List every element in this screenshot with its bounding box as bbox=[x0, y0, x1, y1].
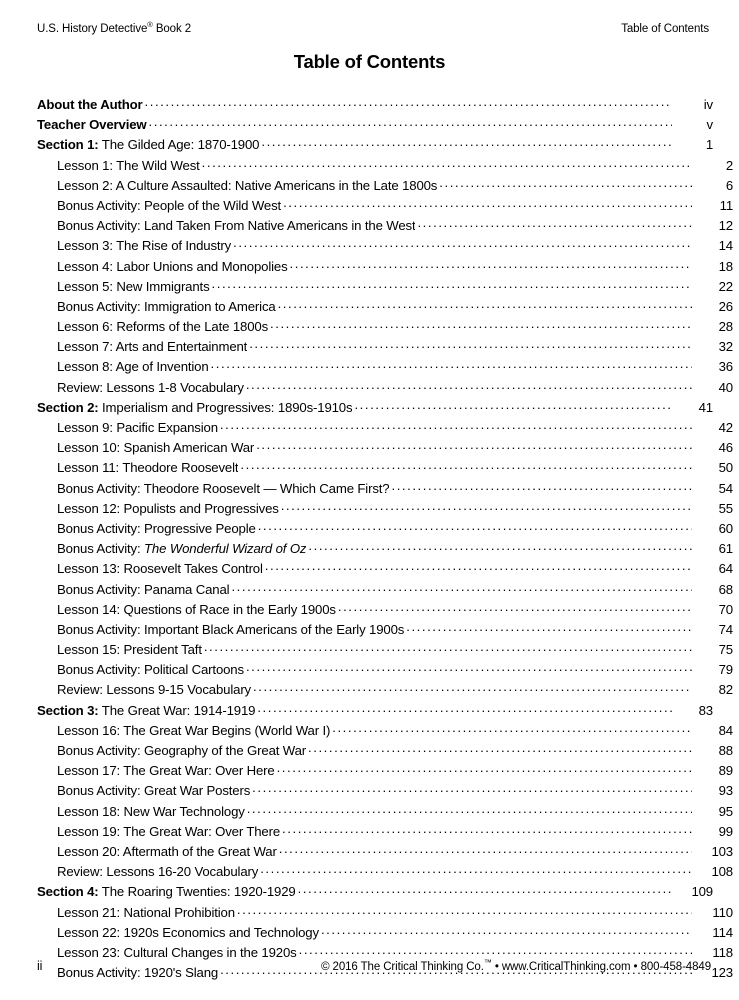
toc-entry-label bbox=[57, 236, 231, 256]
toc-entry[interactable] bbox=[37, 882, 713, 902]
toc-entry-label bbox=[57, 438, 254, 458]
toc-entry[interactable] bbox=[37, 317, 733, 337]
toc-entry[interactable] bbox=[37, 156, 733, 176]
toc-entry-label bbox=[57, 741, 306, 761]
toc-entry-label bbox=[37, 398, 352, 418]
toc-entry[interactable] bbox=[37, 196, 733, 216]
toc-entry-text: Lesson 19: The Great War: Over There bbox=[57, 823, 281, 839]
toc-entry-label bbox=[57, 862, 258, 882]
toc-entry-label bbox=[57, 458, 238, 478]
toc-entry[interactable] bbox=[37, 236, 733, 256]
toc-entry-page: 40 bbox=[718, 379, 733, 395]
dot-leader bbox=[283, 196, 692, 210]
toc-entry[interactable] bbox=[37, 842, 733, 862]
running-head bbox=[37, 22, 709, 38]
toc-entry[interactable] bbox=[37, 559, 733, 579]
toc-entry-page: 55 bbox=[718, 500, 733, 516]
toc-section-prefix: Section 2: bbox=[37, 399, 99, 415]
toc-entry[interactable] bbox=[37, 438, 733, 458]
toc-entry-page: 68 bbox=[718, 581, 733, 597]
toc-entry-label bbox=[57, 257, 288, 277]
toc-entry-text: Lesson 10: Spanish American War bbox=[57, 440, 255, 456]
toc-entry-label bbox=[57, 317, 268, 337]
dot-leader bbox=[299, 943, 692, 957]
toc-entry-text: Lesson 13: Roosevelt Takes Control bbox=[57, 561, 263, 577]
toc-entry-text: Lesson 12: Populists and Progressives bbox=[57, 500, 279, 516]
dot-leader bbox=[321, 923, 692, 937]
toc-entry-page: 99 bbox=[718, 823, 733, 839]
toc-entry-page: 70 bbox=[718, 601, 733, 617]
toc-entry-label bbox=[57, 761, 275, 781]
toc-entry[interactable] bbox=[37, 539, 733, 559]
toc-entry-text: Review: Lessons 16-20 Vocabulary bbox=[57, 864, 259, 880]
toc-entry-page: 41 bbox=[698, 399, 713, 415]
dot-leader bbox=[220, 418, 692, 432]
toc-entry-label bbox=[57, 822, 280, 842]
dot-leader bbox=[308, 539, 692, 553]
toc-entry-page: 28 bbox=[718, 319, 733, 335]
toc-entry-label bbox=[57, 337, 247, 357]
page-folio: ii bbox=[37, 959, 43, 973]
dot-leader bbox=[237, 903, 692, 917]
toc-entry[interactable] bbox=[37, 216, 733, 236]
dot-leader bbox=[233, 236, 692, 250]
toc-entry-label bbox=[57, 600, 336, 620]
dot-leader bbox=[281, 499, 692, 513]
toc-entry[interactable] bbox=[37, 95, 713, 115]
toc-entry[interactable] bbox=[37, 418, 733, 438]
dot-leader bbox=[270, 317, 692, 331]
toc-entry-page: 95 bbox=[718, 803, 733, 819]
toc-entry-page: 103 bbox=[711, 843, 733, 859]
toc-entry[interactable] bbox=[37, 660, 733, 680]
toc-entry-label bbox=[37, 701, 255, 721]
toc-entry-text: Lesson 5: New Immigrants bbox=[57, 278, 210, 294]
toc-entry-page: 74 bbox=[718, 621, 733, 637]
toc-entry-text: Lesson 20: Aftermath of the Great War bbox=[57, 843, 277, 859]
toc-entry-page: 114 bbox=[712, 924, 733, 940]
toc-entry-text: Lesson 22: 1920s Economics and Technology bbox=[57, 924, 319, 940]
toc-entry-page: 54 bbox=[718, 480, 733, 496]
toc-entry-page: 12 bbox=[718, 218, 733, 234]
toc-entry-page: 11 bbox=[719, 197, 733, 213]
toc-entry[interactable] bbox=[37, 822, 733, 842]
dot-leader bbox=[149, 115, 672, 129]
toc-entry-label bbox=[57, 479, 389, 499]
toc-entry-text: Lesson 15: President Taft bbox=[57, 642, 202, 658]
dot-leader bbox=[298, 882, 672, 896]
toc-entry-page: 60 bbox=[718, 520, 733, 536]
toc-entry-text: Lesson 9: Pacific Expansion bbox=[57, 420, 218, 435]
toc-entry[interactable] bbox=[37, 761, 733, 781]
toc-entry[interactable] bbox=[37, 701, 713, 721]
toc-entry[interactable] bbox=[37, 277, 733, 297]
toc-entry-page: 123 bbox=[711, 965, 733, 981]
toc-section-title: The Great War: 1914-1919 bbox=[98, 702, 256, 718]
toc-entry-text: Bonus Activity: Political Cartoons bbox=[57, 662, 244, 678]
toc-entry-text: Lesson 17: The Great War: Over Here bbox=[57, 763, 275, 779]
toc-entry-page: 32 bbox=[718, 339, 733, 355]
toc-entry-page: 50 bbox=[718, 460, 733, 476]
toc-entry[interactable] bbox=[37, 600, 733, 620]
toc-entry-page: 110 bbox=[712, 904, 733, 920]
toc-entry-text: Review: Lessons 1-8 Vocabulary bbox=[57, 379, 244, 395]
dot-leader bbox=[439, 176, 692, 190]
toc-entry-text: Lesson 1: The Wild West bbox=[57, 157, 200, 173]
toc-entry-text: Lesson 4: Labor Unions and Monopolies bbox=[57, 258, 288, 274]
toc-entry-label bbox=[37, 882, 296, 902]
toc-entry-text: Bonus Activity: bbox=[57, 541, 145, 557]
dot-leader bbox=[279, 842, 692, 856]
toc-entry-page: 89 bbox=[718, 763, 733, 779]
dot-leader bbox=[338, 600, 692, 614]
toc-entry-label bbox=[57, 277, 210, 297]
dot-leader bbox=[240, 458, 692, 472]
dot-leader bbox=[145, 95, 672, 109]
copyright-credit bbox=[321, 960, 711, 974]
dot-leader bbox=[252, 781, 692, 795]
dot-leader bbox=[202, 156, 692, 170]
toc-section-title: Imperialism and Progressives: 1890s-1910s bbox=[98, 399, 353, 415]
toc-entry-label bbox=[57, 781, 250, 801]
toc-entry-label bbox=[57, 802, 245, 822]
toc-entry[interactable] bbox=[37, 135, 713, 155]
toc-entry-text: Lesson 8: Age of Invention bbox=[57, 359, 209, 375]
toc-entry-page: 61 bbox=[718, 541, 733, 557]
toc-entry-label bbox=[37, 95, 143, 115]
toc-entry[interactable] bbox=[37, 580, 733, 600]
toc-entry[interactable] bbox=[37, 479, 733, 499]
toc-section-prefix: Section 1: bbox=[37, 137, 99, 153]
toc-entry[interactable] bbox=[37, 680, 733, 700]
toc-entry-label bbox=[57, 196, 281, 216]
toc-entry-label bbox=[57, 640, 202, 660]
toc-section-title: The Gilded Age: 1870-1900 bbox=[98, 137, 260, 153]
toc-entry[interactable] bbox=[37, 297, 733, 317]
toc-entry[interactable] bbox=[37, 458, 733, 478]
dot-leader bbox=[211, 357, 692, 371]
toc-entry-page: 46 bbox=[718, 440, 733, 456]
toc-entry-page: 88 bbox=[718, 743, 733, 758]
dot-leader bbox=[354, 398, 672, 412]
toc-entry[interactable] bbox=[37, 257, 733, 277]
toc-entry-page: v bbox=[706, 117, 713, 133]
toc-entry-page: 83 bbox=[698, 702, 713, 718]
toc-list bbox=[37, 95, 733, 983]
toc-entry-page: 1 bbox=[705, 137, 713, 153]
running-head-right: Table of Contents bbox=[621, 23, 709, 35]
dot-leader bbox=[308, 741, 692, 755]
dot-leader bbox=[332, 721, 692, 735]
toc-section-prefix: Section 3: bbox=[37, 702, 99, 718]
toc-entry-page: iv bbox=[703, 97, 713, 112]
toc-entry[interactable] bbox=[37, 741, 733, 761]
toc-entry-page: 18 bbox=[718, 258, 733, 274]
toc-entry-page: 36 bbox=[718, 359, 733, 375]
dot-leader bbox=[258, 519, 692, 533]
toc-entry-page: 108 bbox=[711, 864, 733, 880]
dot-leader bbox=[247, 802, 692, 816]
toc-section-prefix: Section 4: bbox=[37, 884, 99, 900]
toc-entry-label bbox=[57, 580, 229, 600]
toc-entry-page: 14 bbox=[718, 238, 733, 254]
toc-entry-text: Lesson 18: New War Technology bbox=[57, 803, 245, 819]
toc-entry[interactable] bbox=[37, 176, 733, 196]
toc-entry[interactable] bbox=[37, 781, 733, 801]
toc-entry-label bbox=[57, 499, 279, 519]
toc-entry-text: Lesson 14: Questions of Race in the Early 1900s bbox=[57, 601, 336, 617]
toc-entry-text: Bonus Activity: Geography of the Great War bbox=[57, 743, 307, 758]
toc-entry-label bbox=[57, 216, 415, 236]
toc-entry-text: Lesson 7: Arts and Entertainment bbox=[57, 339, 248, 355]
toc-entry-title-italic: The Wonderful Wizard of Oz bbox=[144, 541, 307, 557]
toc-entry-label bbox=[57, 418, 218, 438]
toc-entry-text: Bonus Activity: People of the Wild West bbox=[57, 197, 282, 213]
copyright-text: © 2016 The Critical Thinking Co. bbox=[321, 961, 484, 973]
registered-trademark-icon: ® bbox=[147, 20, 153, 30]
running-head-left bbox=[37, 22, 191, 36]
toc-entry[interactable] bbox=[37, 862, 733, 882]
toc-entry-page: 64 bbox=[718, 561, 733, 577]
toc-entry-text: Bonus Activity: 1920's Slang bbox=[57, 965, 219, 981]
toc-entry[interactable] bbox=[37, 398, 713, 418]
page-footer bbox=[37, 959, 711, 974]
toc-entry-text: Lesson 21: National Prohibition bbox=[57, 904, 235, 920]
book-title: U.S. History Detective bbox=[37, 23, 148, 35]
toc-entry-text: Bonus Activity: Immigration to America bbox=[57, 298, 276, 314]
dot-leader bbox=[391, 479, 692, 493]
toc-entry-label bbox=[57, 539, 306, 559]
toc-section-title: The Roaring Twenties: 1920-1929 bbox=[98, 884, 296, 900]
toc-entry-text: Bonus Activity: Land Taken From Native Americans in the West bbox=[57, 218, 416, 234]
toc-entry-text: About the Author bbox=[37, 97, 143, 112]
toc-entry[interactable] bbox=[37, 337, 733, 357]
toc-entry[interactable] bbox=[37, 115, 713, 135]
dot-leader bbox=[278, 297, 692, 311]
toc-entry[interactable] bbox=[37, 620, 733, 640]
toc-entry-label bbox=[57, 357, 209, 377]
dot-leader bbox=[406, 620, 692, 634]
dot-leader bbox=[282, 822, 692, 836]
toc-entry-page: 118 bbox=[712, 944, 733, 960]
toc-entry-page: 22 bbox=[718, 278, 733, 294]
dot-leader bbox=[204, 640, 692, 654]
toc-entry-text: Bonus Activity: Panama Canal bbox=[57, 581, 230, 597]
toc-entry-label bbox=[57, 842, 277, 862]
toc-entry-label bbox=[57, 680, 251, 700]
toc-entry[interactable] bbox=[37, 923, 733, 943]
dot-leader bbox=[212, 277, 692, 291]
toc-entry-label bbox=[57, 620, 404, 640]
dot-leader bbox=[253, 680, 692, 694]
book-number: Book 2 bbox=[152, 23, 192, 35]
dot-leader bbox=[260, 862, 692, 876]
dot-leader bbox=[246, 660, 692, 674]
contact-text: • www.CriticalThinking.com • 800-458-4849 bbox=[491, 961, 711, 973]
toc-entry-label bbox=[57, 559, 263, 579]
toc-entry-label bbox=[57, 156, 200, 176]
toc-entry[interactable] bbox=[37, 640, 733, 660]
toc-entry-label bbox=[37, 135, 259, 155]
dot-leader bbox=[246, 378, 692, 392]
toc-entry-page: 109 bbox=[691, 884, 713, 900]
toc-entry-page: 93 bbox=[718, 783, 733, 799]
dot-leader bbox=[265, 559, 692, 573]
toc-entry-text: Bonus Activity: Theodore Roosevelt — Which Came First? bbox=[57, 480, 390, 496]
toc-entry-page: 82 bbox=[718, 682, 733, 698]
dot-leader bbox=[249, 337, 692, 351]
toc-entry-label bbox=[57, 721, 330, 741]
toc-entry-page: 79 bbox=[718, 662, 733, 678]
page-title: Table of Contents bbox=[293, 51, 446, 72]
toc-entry-page: 6 bbox=[725, 177, 733, 193]
toc-entry[interactable] bbox=[37, 721, 733, 741]
dot-leader bbox=[290, 257, 692, 271]
toc-entry-label bbox=[57, 297, 276, 317]
toc-entry-page: 42 bbox=[718, 420, 733, 435]
toc-entry-label bbox=[57, 519, 256, 539]
toc-entry[interactable] bbox=[37, 357, 733, 377]
toc-entry-text: Lesson 2: A Culture Assaulted: Native Americans in the Late 1800s bbox=[57, 177, 438, 193]
toc-entry-page: 75 bbox=[718, 642, 733, 658]
dot-leader bbox=[256, 438, 692, 452]
toc-entry-page: 2 bbox=[725, 157, 733, 173]
dot-leader bbox=[417, 216, 692, 230]
toc-entry[interactable] bbox=[37, 802, 733, 822]
toc-entry-page: 26 bbox=[718, 298, 733, 314]
toc-entry-label bbox=[57, 176, 437, 196]
toc-entry-text: Lesson 23: Cultural Changes in the 1920s bbox=[57, 944, 297, 960]
dot-leader bbox=[257, 701, 672, 715]
toc-entry-text: Lesson 3: The Rise of Industry bbox=[57, 238, 232, 254]
toc-entry-text: Review: Lessons 9-15 Vocabulary bbox=[57, 682, 252, 698]
toc-entry-text: Bonus Activity: Great War Posters bbox=[57, 783, 251, 799]
toc-entry-label bbox=[57, 378, 244, 398]
toc-entry[interactable] bbox=[37, 499, 733, 519]
dot-leader bbox=[231, 580, 692, 594]
toc-entry[interactable] bbox=[37, 903, 733, 923]
toc-entry-text: Teacher Overview bbox=[37, 117, 147, 133]
dot-leader bbox=[261, 135, 672, 149]
toc-entry-label bbox=[57, 903, 235, 923]
toc-entry-text: Bonus Activity: Important Black Americans of the Early 1900s bbox=[57, 621, 405, 637]
dot-leader bbox=[277, 761, 692, 775]
toc-entry-text: Lesson 6: Reforms of the Late 1800s bbox=[57, 319, 269, 335]
toc-entry-text: Bonus Activity: Progressive People bbox=[57, 520, 256, 536]
toc-entry-label bbox=[57, 660, 244, 680]
trademark-icon: ™ bbox=[483, 958, 492, 968]
toc-entry-page: 84 bbox=[718, 722, 733, 738]
toc-entry-text: Lesson 16: The Great War Begins (World War I) bbox=[57, 722, 331, 738]
toc-entry[interactable] bbox=[37, 378, 733, 398]
toc-entry[interactable] bbox=[37, 519, 733, 539]
toc-entry-text: Lesson 11: Theodore Roosevelt bbox=[57, 460, 239, 476]
toc-entry-label bbox=[37, 115, 147, 135]
toc-entry-label bbox=[57, 923, 319, 943]
